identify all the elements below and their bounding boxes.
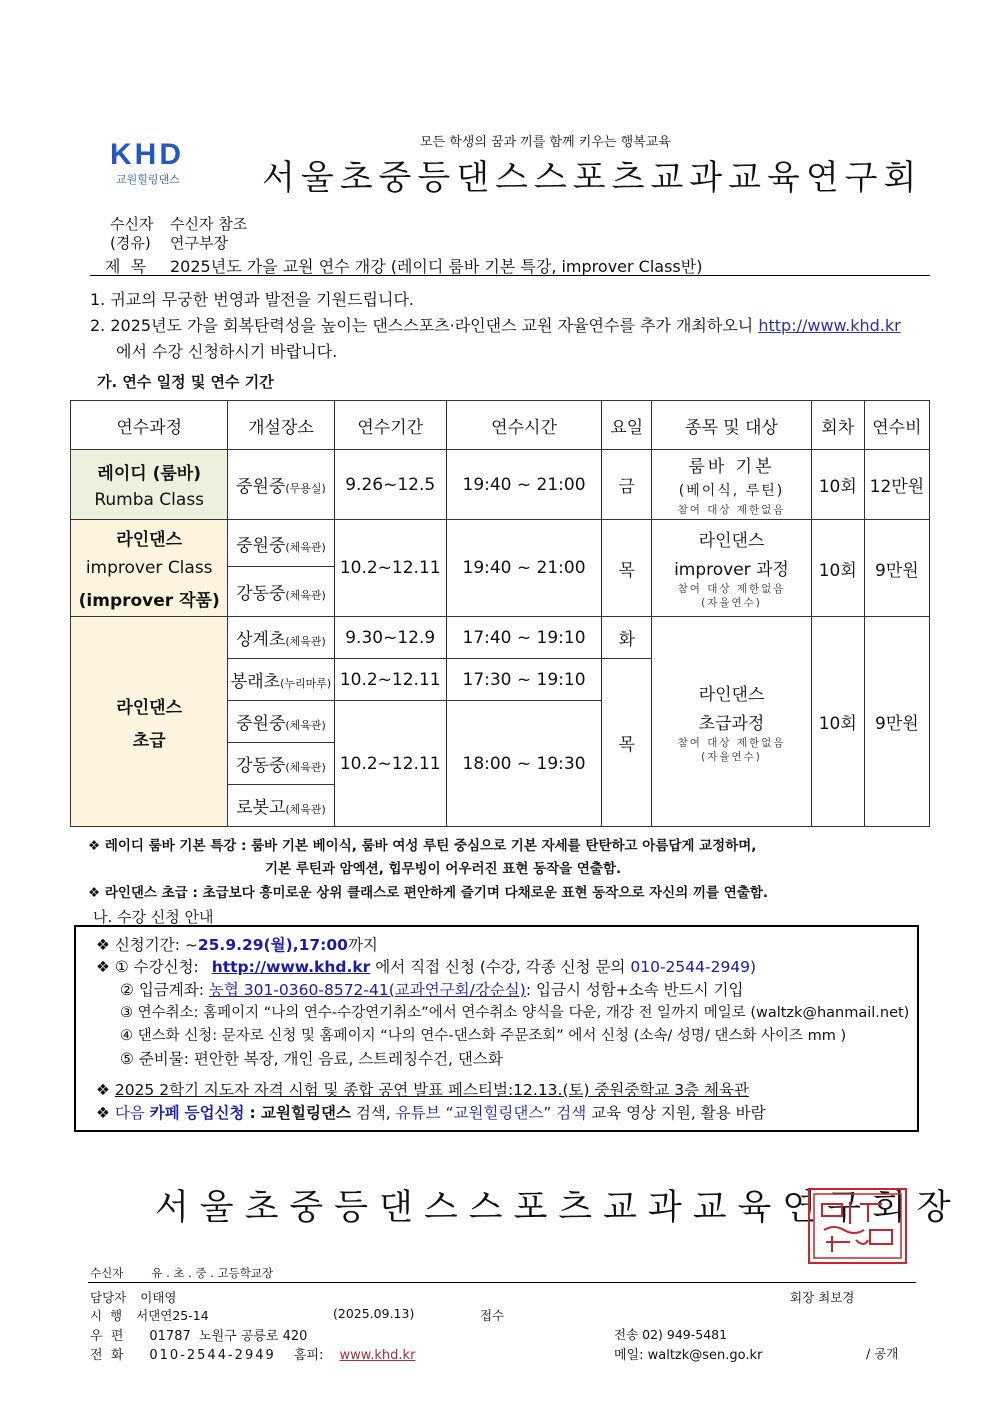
day-cell: 화	[602, 617, 652, 659]
section-a-heading: 가. 연수 일정 및 연수 기간	[97, 373, 274, 391]
footer-divider	[88, 1282, 916, 1283]
period-cell: 9.26~12.5	[334, 450, 446, 520]
table-row	[71, 617, 930, 659]
fee-cell: 9만원	[864, 617, 929, 827]
apply-period: ❖ 신청기간: ~25.9.29(월),17:00까지	[96, 936, 378, 954]
recipient-label: 수신자	[110, 215, 154, 233]
place-cell: 강동중(체육관)	[228, 567, 334, 617]
apply-link[interactable]: http://www.khd.kr	[211, 958, 371, 976]
apply-item-2: ② 입금계좌: 농협 301-0360-8572-41(교과연구회/강순실): 입금시 성함+소속 반드시 기입	[120, 981, 744, 999]
official-seal	[808, 1188, 907, 1264]
application-box	[74, 925, 919, 1132]
recipient-value: 수신자 참조	[170, 215, 248, 233]
body-line-1: 1. 귀교의 무궁한 번영과 발전을 기원드립니다.	[90, 290, 414, 309]
period-cell: 10.2~12.11	[334, 520, 446, 617]
apply-item-5: ⑤ 준비물: 편안한 복장, 개인 음료, 스트레칭수건, 댄스화	[120, 1050, 503, 1068]
th-count: 회차	[811, 401, 864, 450]
table-row	[71, 450, 930, 520]
note-rumba: ❖ 레이디 룸바 기본 특강 : 룸바 기본 베이식, 룸바 여성 루틴 중심으로 기본 자세를 탄탄하고 아름답게 교정하며,	[88, 838, 757, 854]
course-name: 레이디 (룸바)	[97, 464, 201, 484]
time-cell: 19:40 ~ 21:00	[446, 520, 601, 617]
th-period: 연수기간	[334, 401, 446, 450]
th-fee: 연수비	[864, 401, 929, 450]
period-cell: 10.2~12.11	[334, 701, 446, 827]
period-cell: 9.30~12.9	[334, 617, 446, 659]
section-b-heading: 나. 수강 신청 안내	[93, 908, 214, 926]
place-cell: 중원중(체육관)	[228, 701, 334, 743]
slogan: 모든 학생의 꿈과 끼를 함께 키우는 행복교육	[420, 135, 671, 150]
place-cell: 중원중(체육관)	[228, 520, 334, 567]
diamond-bullet-icon: ❖	[96, 1104, 115, 1122]
place-cell: 강동중(체육관)	[228, 743, 334, 785]
note-rumba-cont: 기본 루틴과 암엑션, 힙무빙이 어우러진 표현 동작을 연출함.	[265, 861, 622, 877]
th-day: 요일	[602, 401, 652, 450]
via-label: (경유)	[110, 234, 151, 252]
subject-label: 제 목	[105, 257, 147, 276]
time-cell: 18:00 ~ 19:30	[446, 701, 601, 827]
footer-post: 우 편 01787 노원구 공릉로 420	[90, 1329, 308, 1344]
th-course: 연수과정	[71, 401, 228, 450]
footer-receipt: 접수	[480, 1308, 505, 1323]
count-cell: 10회	[811, 520, 864, 617]
footer-email: 메일: waltzk@sen.go.kr	[614, 1348, 763, 1363]
period-cell: 10.2~12.11	[334, 659, 446, 701]
subject-cell: 라인댄스 improver 과정 참여 대상 제한없음 (자율연수)	[652, 520, 811, 617]
fee-cell: 9만원	[864, 520, 929, 617]
apply-cafe: ❖ 다음 카페 등업신청 : 교원힐링댄스 검색, 유튜브 “교원힐링댄스” 검색 교육 영상 지원, 활용 바람	[96, 1104, 766, 1122]
place-cell: 중원중(무용실)	[228, 450, 334, 520]
diamond-bullet-icon: ❖	[96, 958, 115, 976]
khd-link[interactable]: http://www.khd.kr	[758, 316, 901, 335]
footer-exec-date: (2025.09.13)	[333, 1306, 415, 1321]
org-title: 서울초중등댄스스포츠교과교육연구회	[262, 158, 923, 198]
place-cell: 봉래초(누리마루)	[228, 659, 334, 701]
course-improver: 라인댄스 improver Class (improver 작품)	[71, 520, 228, 617]
table-header-row	[71, 401, 930, 450]
footer-homepage-link[interactable]: www.khd.kr	[339, 1348, 416, 1363]
th-subject: 종목 및 대상	[652, 401, 811, 450]
footer-public: / 공개	[866, 1346, 899, 1361]
apply-item-4: ④ 댄스화 신청: 문자로 신청 및 홈페이지 “나의 연수-댄스화 주문조회” 에서 신청 (소속/ 성명/ 댄스화 사이즈 mm )	[120, 1028, 847, 1044]
count-cell: 10회	[811, 617, 864, 827]
th-time: 연수시간	[446, 401, 601, 450]
course-rumba	[71, 450, 228, 520]
day-cell: 목	[602, 520, 652, 617]
body-line-3: 에서 수강 신청하시기 바랍니다.	[116, 342, 338, 361]
th-place: 개설장소	[228, 401, 334, 450]
diamond-bullet-icon: ❖	[88, 885, 105, 901]
seal-pattern-icon	[810, 1190, 905, 1262]
footer-phone: 전 화 010-2544-2949 홈피: www.khd.kr	[90, 1348, 416, 1363]
apply-item-1: ❖ ① 수강신청: http://www.khd.kr 에서 직접 신청 (수강, 각종 신청 문의 010-2544-2949)	[96, 958, 757, 976]
body-line-2-text: 2. 2025년도 가을 회복탄력성을 높이는 댄스스포츠·라인댄스 교원 자율연수를 추가 개최하오니	[90, 316, 754, 335]
day-cell: 금	[602, 450, 652, 520]
place-cell: 로봇고(체육관)	[228, 785, 334, 827]
table-row	[71, 520, 930, 567]
body-line-2	[90, 313, 901, 336]
diamond-bullet-icon: ❖	[96, 936, 115, 954]
header-divider	[90, 275, 930, 276]
khd-logo	[110, 140, 205, 190]
subject-cell: 룸바 기본 (베이식, 루틴) 참여 대상 제한없음	[652, 450, 811, 520]
footer-staff: 담당자 이태영	[90, 1290, 177, 1305]
apply-item-3: ③ 연수취소: 홈페이지 “나의 연수-수강연기취소”에서 연수취소 양식을 다운, 개강 전 일까지 메일로 (waltzk@hanmail.net)	[120, 1005, 910, 1021]
time-cell: 19:40 ~ 21:00	[446, 450, 601, 520]
logo-text: KHD	[110, 138, 184, 171]
time-cell: 17:40 ~ 19:10	[446, 617, 601, 659]
via-value: 연구부장	[170, 234, 228, 252]
footer-president: 회장 최보경	[790, 1290, 855, 1305]
footer-recipient: 수신자 유 . 초 . 중 . 고등학교장	[90, 1266, 274, 1280]
day-cell: 목	[602, 659, 652, 827]
issuer-title: 서울초중등댄스스포츠교과교육연구회장	[155, 1188, 962, 1228]
subject-cell: 라인댄스 초급과정 참여 대상 제한없음 (자율연수)	[652, 617, 811, 827]
course-beginner: 라인댄스 초급	[71, 617, 228, 827]
place-cell: 상계초(체육관)	[228, 617, 334, 659]
footer-exec: 시 행 서댄연25-14	[90, 1308, 209, 1323]
footer-fax: 전송 02) 949-5481	[614, 1327, 728, 1342]
apply-exam: ❖ 2025 2학기 지도자 자격 시험 및 종합 공연 발표 페스티벌:12.13.(토) 중원중학교 3층 체육관	[96, 1081, 749, 1099]
note-linedance: ❖ 라인댄스 초급 : 초급보다 흥미로운 상위 클래스로 편안하게 즐기며 다채로운 표현 동작으로 자신의 끼를 연출함.	[88, 885, 768, 901]
fee-cell: 12만원	[864, 450, 929, 520]
course-name-en: Rumba Class	[94, 490, 205, 510]
count-cell: 10회	[811, 450, 864, 520]
time-cell: 17:30 ~ 19:10	[446, 659, 601, 701]
diamond-bullet-icon: ❖	[96, 1081, 115, 1099]
subject-text: 2025년도 가을 교원 연수 개강 (레이디 룸바 기본 특강, improver Class반)	[170, 257, 703, 276]
schedule-table	[70, 400, 930, 827]
diamond-bullet-icon: ❖	[88, 838, 105, 854]
logo-subtitle: 교원힐링댄스	[116, 173, 180, 186]
